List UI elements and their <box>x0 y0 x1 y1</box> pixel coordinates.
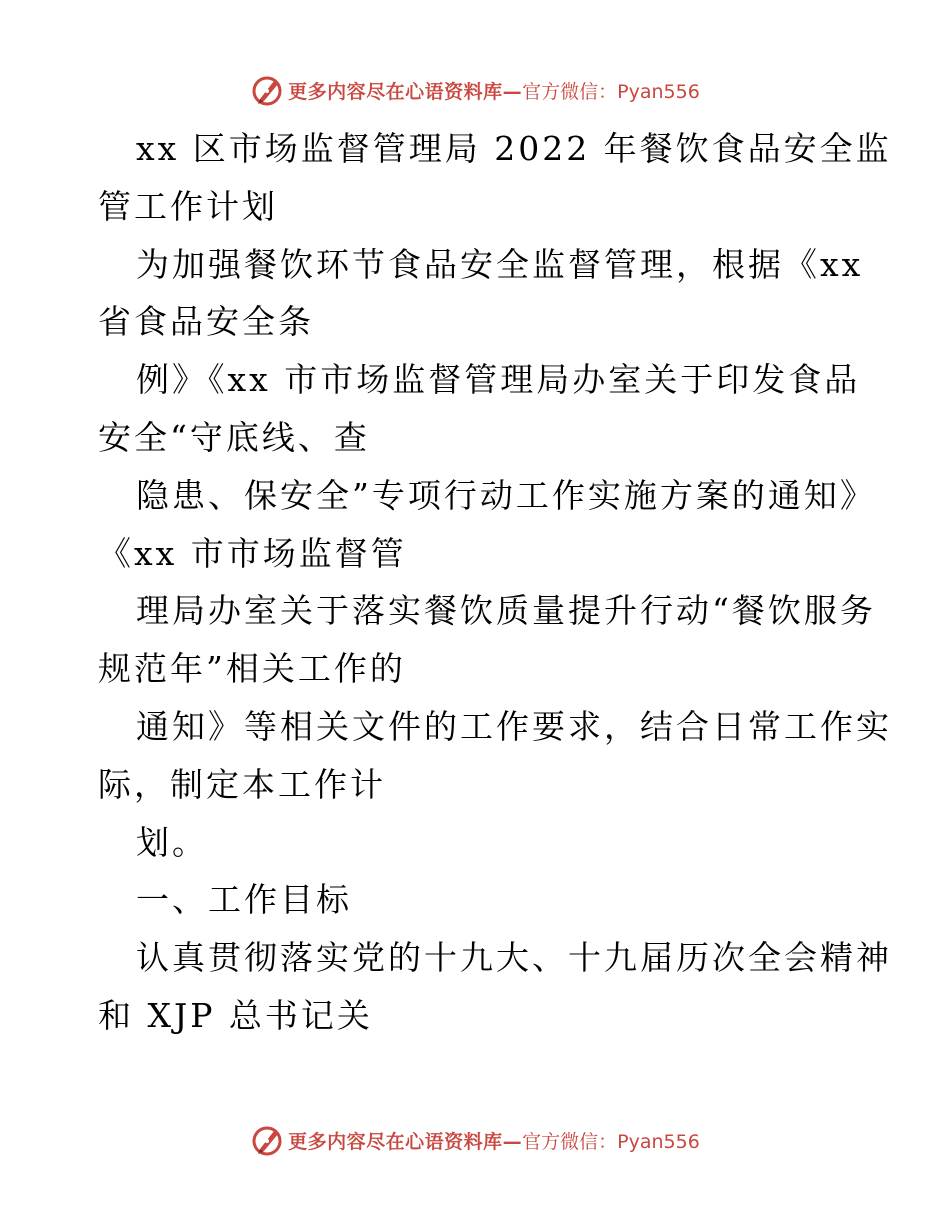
banner-text: 更多内容尽在心语资料库— <box>288 1130 523 1153</box>
doc-line-8: 《xx 市市场监督管 <box>98 533 407 573</box>
pen-logo-icon <box>250 73 284 107</box>
pen-logo-icon <box>250 1123 284 1157</box>
doc-line-4: 省食品安全条 <box>98 302 314 342</box>
doc-line-13: 划。 <box>136 822 208 862</box>
doc-line-3: 为加强餐饮环节食品安全监督管理，根据《xx <box>136 244 864 284</box>
doc-line-1: xx 区市场监督管理局 2022 年餐饮食品安全监 <box>136 129 892 168</box>
banner-text: 更多内容尽在心语资料库— <box>288 80 523 103</box>
header-banner <box>0 70 950 110</box>
section-heading: 一、工作目标 <box>136 880 352 920</box>
doc-line-2: 管工作计划 <box>98 186 278 226</box>
doc-line-15: 认真贯彻落实党的十九大、十九届历次全会精神 <box>136 938 892 978</box>
banner-wechat: 官方微信：Pyan556 <box>522 1130 700 1153</box>
doc-line-10: 规范年”相关工作的 <box>98 649 406 689</box>
doc-line-5: 例》《xx 市市场监督管理局办室关于印发食品 <box>136 360 861 400</box>
doc-line-12: 际，制定本工作计 <box>98 764 386 804</box>
doc-line-11: 通知》等相关文件的工作要求，结合日常工作实 <box>136 706 892 746</box>
doc-line-7: 隐患、保安全”专项行动工作实施方案的通知》 <box>136 475 876 515</box>
doc-line-6: 安全“守底线、查 <box>98 417 370 457</box>
document-body <box>98 120 892 1045</box>
doc-line-9: 理局办室关于落实餐饮质量提升行动“餐饮服务 <box>136 591 876 631</box>
footer-banner <box>0 1120 950 1160</box>
banner-wechat: 官方微信：Pyan556 <box>522 80 700 103</box>
doc-line-16: 和 XJP 总书记关 <box>98 995 373 1035</box>
